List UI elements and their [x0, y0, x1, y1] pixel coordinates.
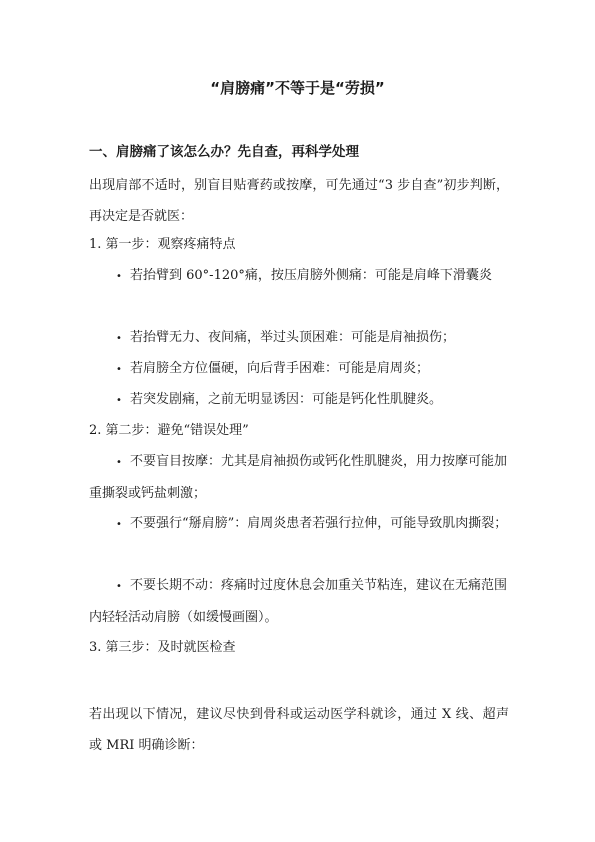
- bullet-text: 若抬臂无力、夜间痛，举过头顶困难：可能是肩袖损伤；: [130, 330, 456, 345]
- bullet-icon: •: [116, 364, 122, 375]
- intro-paragraph: 出现肩部不适时，别盲目贴膏药或按摩，可先通过“3 步自查”初步判断，再决定是否就医：: [89, 178, 509, 224]
- closing-paragraph: 若出现以下情况，建议尽快到骨科或运动医学科就诊，通过 X 线、超声或 MRI 明确诊断：: [89, 707, 509, 753]
- bullet-text: 若突发剧痛，之前无明显诱因：可能是钙化性肌腱炎。: [130, 392, 443, 407]
- bullet-icon: •: [116, 581, 122, 592]
- bullet-text: 不要强行“掰肩膀”：肩周炎患者若强行拉伸，可能导致肌肉撕裂；: [130, 516, 508, 531]
- bullet-icon: •: [116, 457, 122, 468]
- bullet-icon: •: [116, 271, 122, 282]
- bullet-text: 不要长期不动：疼痛时过度休息会加重关节粘连，建议在无痛范围内轻轻活动肩膀（如缓慢画圈）。: [89, 578, 508, 625]
- step1-title: 1. 第一步：观察疼痛特点: [89, 237, 236, 252]
- step1-bullet-item: [89, 353, 510, 385]
- step3-title: 3. 第三步：及时就医检查: [89, 640, 236, 655]
- bullet-icon: •: [116, 395, 122, 406]
- step2-bullet-item: [89, 570, 510, 633]
- bullet-text: 不要盲目按摩：尤其是肩袖损伤或钙化性肌腱炎，用力按摩可能加重撕裂或钙盐刺激；: [89, 454, 508, 501]
- section-heading: 一、肩膀痛了该怎么办？先自查，再科学处理: [89, 144, 359, 160]
- bullet-text: 若抬臂到 60°-120°痛，按压肩膀外侧痛：可能是肩峰下滑囊炎: [130, 268, 492, 283]
- step2-bullet-item: [89, 446, 510, 509]
- bullet-icon: •: [116, 333, 122, 344]
- document-title: “肩膀痛”不等于是“劳损”: [210, 79, 385, 97]
- step1-bullet-item: [89, 260, 510, 292]
- step2-bullet-item: [89, 508, 510, 540]
- step1-bullet-item: [89, 322, 510, 354]
- bullet-icon: •: [116, 519, 122, 530]
- bullet-text: 若肩膀全方位僵硬，向后背手困难：可能是肩周炎；: [130, 361, 430, 376]
- step2-title: 2. 第二步：避免“错误处理”: [89, 423, 249, 438]
- step1-bullet-item: [89, 384, 510, 416]
